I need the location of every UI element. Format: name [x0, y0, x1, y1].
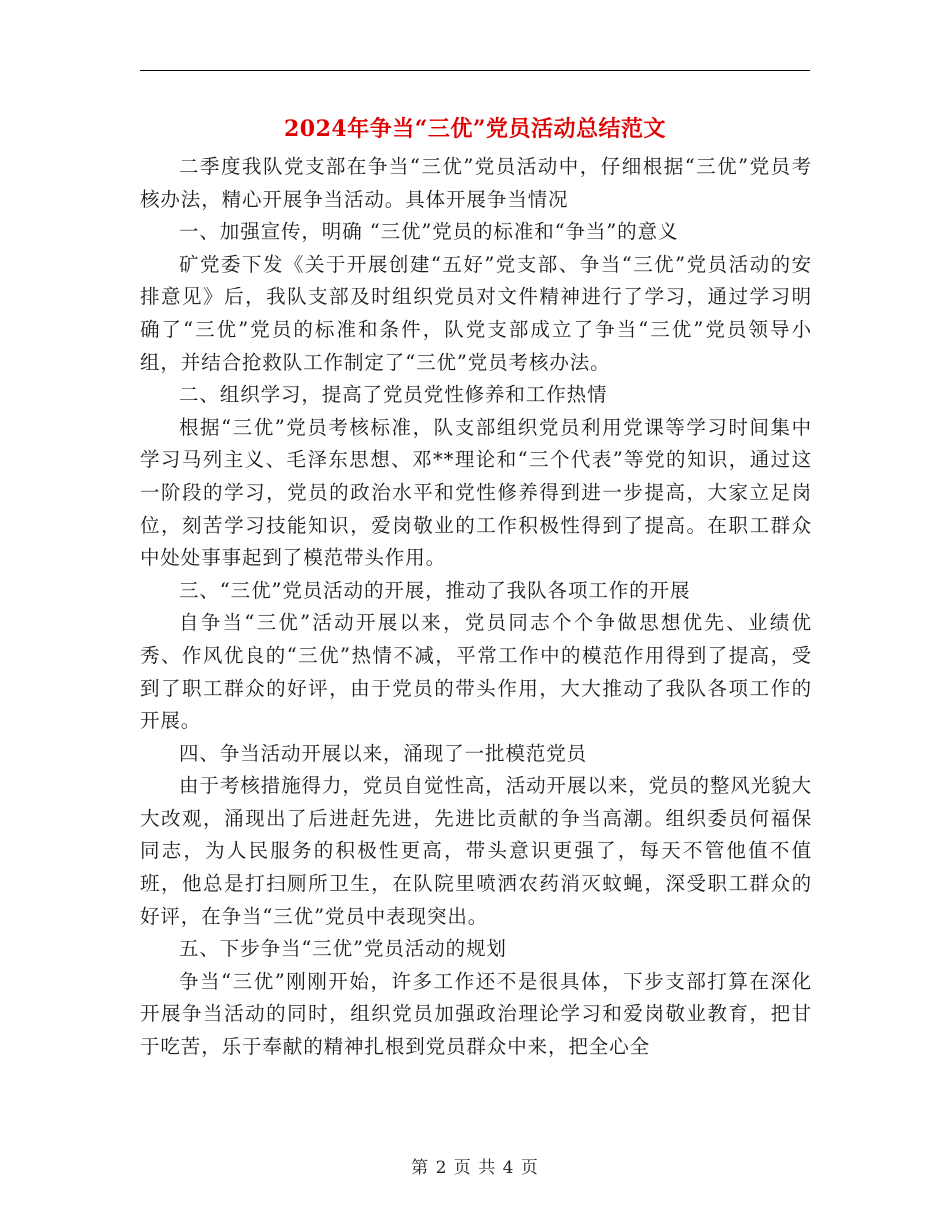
section-paragraph-4: 由于考核措施得力，党员自觉性高，活动开展以来，党员的整风光貌大大改观，涌现出了后进赶先进，先进比贡献的争当高潮。组织委员何福保同志，为人民服务的积极性更高，带头意识更强了，每天不管他值不值班，他总是打扫厕所卫生，在队院里喷洒农药消灭蚊蝇，深受职工群众的好评，在争当“三优”党员中表现突出。: [140, 774, 812, 928]
document-body: [140, 151, 812, 1064]
section-heading-5: 五、下步争当“三优”党员活动的规划: [179, 937, 507, 961]
section-heading-3: 三、“三优”党员活动的开展，推动了我队各项工作的开展: [179, 578, 691, 602]
intro-paragraph: 二季度我队党支部在争当“三优”党员活动中，仔细根据“三优”党员考核办法，精心开展争当活动。具体开展争当情况: [140, 155, 812, 211]
section-heading-1: 一、加强宣传，明确 “三优”党员的标准和“争当”的意义: [179, 220, 679, 244]
header-rule: [140, 70, 810, 71]
section-paragraph-3: 自争当“三优”活动开展以来，党员同志个个争做思想优先、业绩优秀、作风优良的“三优”热情不减，平常工作中的模范作用得到了提高，受到了职工群众的好评，由于党员的带头作用，大大推动了我队各项工作的开展。: [140, 611, 812, 733]
document-title: 2024年争当“三优”党员活动总结范文: [283, 116, 667, 142]
section-heading-2: 二、组织学习，提高了党员党性修养和工作热情: [179, 383, 608, 407]
section-paragraph-1: 矿党委下发《关于开展创建“五好”党支部、争当“三优”党员活动的安排意见》后，我队支部及时组织党员对文件精神进行了学习，通过学习明确了“三优”党员的标准和条件，队党支部成立了争当“三优”党员领导小组，并结合抢救队工作制定了“三优”党员考核办法。: [140, 252, 812, 374]
section-paragraph-5: 争当“三优”刚刚开始，许多工作还不是很具体，下步支部打算在深化开展争当活动的同时，组织党员加强政治理论学习和爱岗敬业教育，把甘于吃苦，乐于奉献的精神扎根到党员群众中来，把全心全: [140, 969, 812, 1059]
page-number: 第 2 页 共 4 页: [411, 1158, 539, 1178]
section-heading-4: 四、争当活动开展以来，涌现了一批模范党员: [179, 741, 588, 765]
section-paragraph-2: 根据“三优”党员考核标准，队支部组织党员利用党课等学习时间集中学习马列主义、毛泽东思想、邓**理论和“三个代表”等党的知识，通过这一阶段的学习，党员的政治水平和党性修养得到进一步提高，大家立足岗位，刻苦学习技能知识，爱岗敬业的工作积极性得到了提高。在职工群众中处处事事起到了模范带头作用。: [140, 415, 812, 570]
